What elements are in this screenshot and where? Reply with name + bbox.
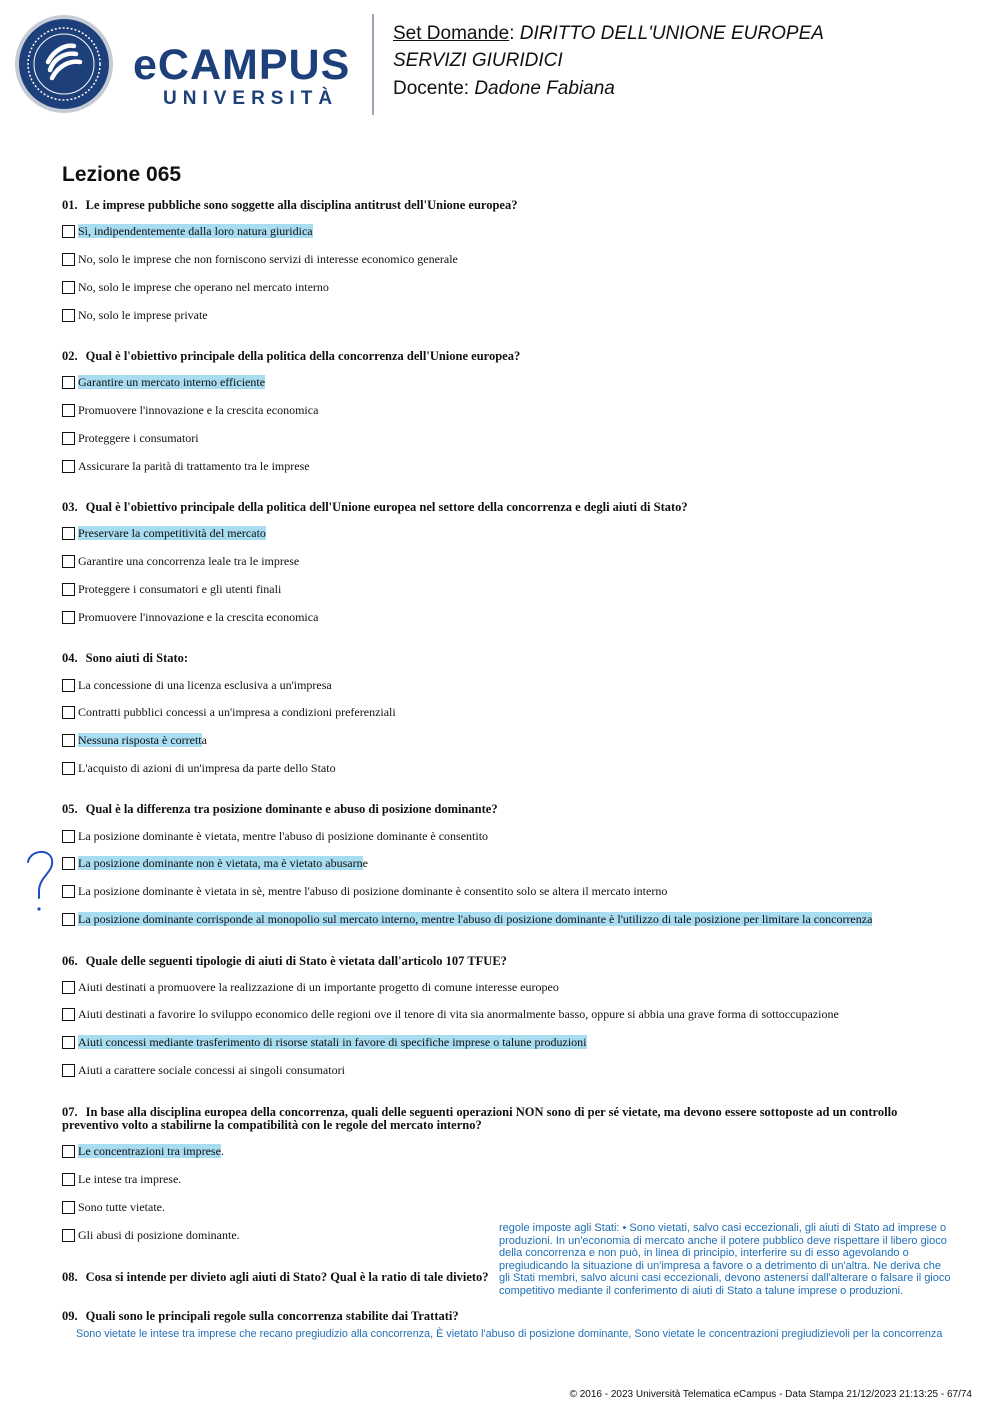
header-set-line: Set Domande: DIRITTO DELL'UNIONE EUROPEA — [393, 23, 824, 44]
checkbox[interactable] — [62, 611, 75, 624]
checkbox[interactable] — [62, 527, 75, 540]
checkbox[interactable] — [62, 583, 75, 596]
checkbox[interactable] — [62, 376, 75, 389]
checkbox[interactable] — [62, 981, 75, 994]
checkbox[interactable] — [62, 432, 75, 445]
checkbox[interactable] — [62, 460, 75, 473]
checkbox[interactable] — [62, 1229, 75, 1242]
question-04: 04. Sono aiuti di Stato: — [62, 651, 189, 665]
option-05-a[interactable]: La posizione dominante è vietata, mentre l'abuso di posizione dominante è consentito — [62, 828, 488, 844]
checkbox[interactable] — [62, 706, 75, 719]
checkbox[interactable] — [62, 885, 75, 898]
brand-subtitle: UNIVERSITÀ — [163, 88, 339, 109]
option-01-c[interactable]: No, solo le imprese che operano nel mercato interno — [62, 279, 329, 295]
question-02: 02. Qual è l'obiettivo principale della politica della concorrenza dell'Unione europea? — [62, 349, 521, 363]
question-05: 05. Qual è la differenza tra posizione dominante e abuso di posizione dominante? — [62, 802, 498, 816]
checkbox[interactable] — [62, 309, 75, 322]
option-06-d[interactable]: Aiuti a carattere sociale concessi ai singoli consumatori — [62, 1062, 345, 1078]
checkbox[interactable] — [62, 734, 75, 747]
lesson-title: Lezione 065 — [62, 163, 182, 186]
answer-note-08: regole imposte agli Stati: • Sono vietati, salvo casi eccezionali, gli aiuti di Stato ad imprese o produzioni. In un'economia di mercato anche il potere pubblico deve rispettare il libero gioco della concorrenza e non può, in linea di principio, interferire su di esso agevolando o pregiudicando la situazione di un'impresa a favore o a detrimento di un'altra. Ne deriva che gli Stati membri, salvo alcuni casi eccezionali, devono astenersi dall'alterare o falsare il gioco competitivo mediante il conferimento di aiuti di Stato a talune imprese o produzioni. — [499, 1222, 951, 1297]
option-06-a[interactable]: Aiuti destinati a promuovere la realizzazione di un importante progetto di comune interesse europeo — [62, 979, 559, 995]
option-04-c[interactable]: Nessuna risposta è corretta — [62, 732, 207, 748]
brand-wordmark: eCAMPUS — [133, 41, 351, 89]
checkbox[interactable] — [62, 555, 75, 568]
course-subtitle: SERVIZI GIURIDICI — [393, 50, 563, 71]
checkbox[interactable] — [62, 253, 75, 266]
checkbox[interactable] — [62, 225, 75, 238]
option-07-a[interactable]: Le concentrazioni tra imprese. — [62, 1143, 224, 1159]
checkbox[interactable] — [62, 1008, 75, 1021]
checkbox[interactable] — [62, 1064, 75, 1077]
option-07-c[interactable]: Sono tutte vietate. — [62, 1199, 165, 1215]
question-06: 06. Quale delle seguenti tipologie di aiuti di Stato è vietata dall'articolo 107 TFUE? — [62, 954, 507, 968]
option-05-b[interactable]: La posizione dominante non è vietata, ma è vietato abusarne — [62, 855, 368, 871]
option-04-b[interactable]: Contratti pubblici concessi a un'impresa a condizioni preferenziali — [62, 704, 396, 720]
option-03-d[interactable]: Promuovere l'innovazione e la crescita economica — [62, 609, 318, 625]
option-06-b[interactable]: Aiuti destinati a favorire lo sviluppo economico delle regioni ove il tenore di vita sia anormalmente basso, oppure si abbia una grave forma di sottoccupazione — [62, 1006, 839, 1022]
option-03-a[interactable]: Preservare la competitività del mercato — [62, 525, 266, 541]
option-06-c[interactable]: Aiuti concessi mediante trasferimento di risorse statali in favore di specifiche imprese o talune produzioni — [62, 1034, 587, 1050]
option-01-d[interactable]: No, solo le imprese private — [62, 307, 208, 323]
option-02-b[interactable]: Promuovere l'innovazione e la crescita economica — [62, 402, 318, 418]
option-03-b[interactable]: Garantire una concorrenza leale tra le imprese — [62, 553, 299, 569]
option-07-b[interactable]: Le intese tra imprese. — [62, 1171, 181, 1187]
checkbox[interactable] — [62, 913, 75, 926]
option-05-c[interactable]: La posizione dominante è vietata in sè, mentre l'abuso di posizione dominante è consentito solo se altera il mercato interno — [62, 883, 667, 899]
question-03: 03. Qual è l'obiettivo principale della politica dell'Unione europea nel settore della concorrenza e degli aiuti di Stato? — [62, 500, 688, 514]
checkbox[interactable] — [62, 1173, 75, 1186]
option-07-d[interactable]: Gli abusi di posizione dominante. — [62, 1227, 240, 1243]
option-04-a[interactable]: La concessione di una licenza esclusiva a un'impresa — [62, 677, 332, 693]
question-07-line2: preventivo volto a stabilirne la compatibilità con le regole del mercato interno? — [62, 1118, 482, 1132]
option-02-a[interactable]: Garantire un mercato interno efficiente — [62, 374, 265, 390]
teacher-name: Dadone Fabiana — [474, 78, 615, 99]
question-01: 01. Le imprese pubbliche sono soggette alla disciplina antitrust dell'Unione europea? — [62, 198, 518, 212]
option-05-d[interactable]: La posizione dominante corrisponde al monopolio sul mercato interno, mentre l'abuso di posizione dominante è l'utilizzo di tale posizione per limitare la concorrenza — [62, 911, 872, 927]
page-footer: © 2016 - 2023 Università Telematica eCampus - Data Stampa 21/12/2023 21:13:25 - 67/74 — [569, 1389, 972, 1400]
checkbox[interactable] — [62, 404, 75, 417]
answer-note-09: Sono vietate le intese tra imprese che recano pregiudizio alla concorrenza, È vietato l'abuso di posizione dominante, Sono vietate le concentrazioni pregiudizievoli per la concorrenza — [76, 1328, 943, 1340]
ecampus-seal-logo — [14, 14, 114, 114]
header-divider — [372, 14, 374, 115]
option-04-d[interactable]: L'acquisto di azioni di un'impresa da parte dello Stato — [62, 760, 336, 776]
question-09: 09. Quali sono le principali regole sulla concorrenza stabilite dai Trattati? — [62, 1309, 459, 1323]
checkbox[interactable] — [62, 679, 75, 692]
header-course-line2 — [393, 50, 563, 72]
course-title: DIRITTO DELL'UNIONE EUROPEA — [519, 23, 824, 44]
checkbox[interactable] — [62, 857, 75, 870]
teacher-label: Docente: — [393, 78, 470, 99]
checkbox[interactable] — [62, 830, 75, 843]
question-08: 08. Cosa si intende per divieto agli aiuti di Stato? Qual è la ratio di tale divieto? — [62, 1270, 489, 1284]
checkbox[interactable] — [62, 281, 75, 294]
checkbox[interactable] — [62, 762, 75, 775]
set-label: Set Domande — [393, 23, 510, 44]
header-teacher-line — [393, 78, 615, 100]
question-07: 07. In base alla disciplina europea della concorrenza, quali delle seguenti operazioni NON sono di per sé vietate, ma devono essere sottoposte ad un controllo — [62, 1105, 898, 1119]
option-01-b[interactable]: No, solo le imprese che non forniscono servizi di interesse economico generale — [62, 251, 458, 267]
handwritten-question-mark-icon — [20, 846, 60, 914]
checkbox[interactable] — [62, 1201, 75, 1214]
checkbox[interactable] — [62, 1145, 75, 1158]
option-02-d[interactable]: Assicurare la parità di trattamento tra le imprese — [62, 458, 310, 474]
checkbox[interactable] — [62, 1036, 75, 1049]
option-03-c[interactable]: Proteggere i consumatori e gli utenti finali — [62, 581, 281, 597]
option-02-c[interactable]: Proteggere i consumatori — [62, 430, 199, 446]
option-01-a[interactable]: Sì, indipendentemente dalla loro natura giuridica — [62, 223, 313, 239]
